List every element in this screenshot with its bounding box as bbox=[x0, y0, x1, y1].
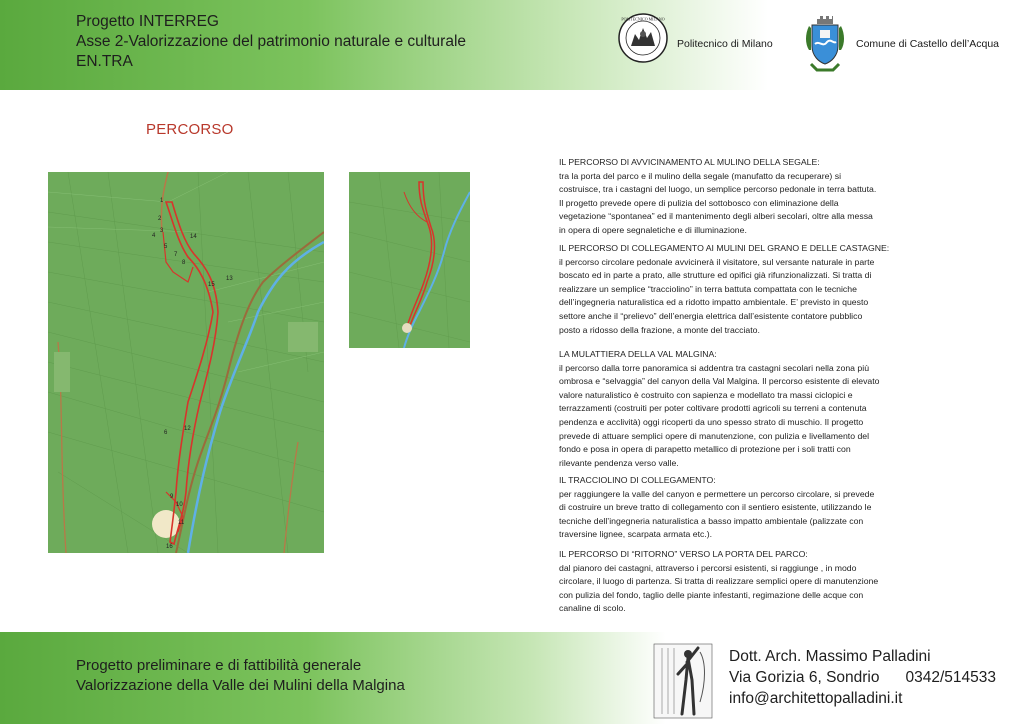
text-line: il percorso dalla torre panoramica si addentra tra castagni secolari nella zona più bbox=[559, 362, 870, 373]
map-label-2: 2 bbox=[158, 216, 162, 222]
text-line: circolare, il luogo di partenza. Si tratta di realizzare semplici opere di manutenzione bbox=[559, 576, 879, 587]
section-title: PERCORSO bbox=[146, 121, 234, 138]
map-label-10: 10 bbox=[176, 502, 183, 508]
text-line: terrazzamenti (costruiti per poter coltivare prodotti agricoli su terreni a contenuta bbox=[559, 403, 867, 414]
text-block-5-heading: IL PERCORSO DI “RITORNO” VERSO LA PORTA DEL PARCO: bbox=[559, 549, 808, 559]
main-route-map bbox=[48, 172, 324, 553]
project-title-line-1: Progetto INTERREG bbox=[76, 13, 219, 30]
map-label-1: 1 bbox=[160, 198, 164, 204]
map-label-4: 4 bbox=[152, 233, 156, 239]
modulor-figure-icon bbox=[652, 642, 714, 720]
text-line: il percorso circolare pedonale avvicinerà il visitatore, sul versante naturale in parte bbox=[559, 256, 875, 267]
text-block-2-heading: IL PERCORSO DI COLLEGAMENTO AI MULINI DEL GRANO E DELLE CASTAGNE: bbox=[559, 243, 890, 253]
text-line: fondo e posa in opera di parapetto metallico di protezione per i soli tratti con bbox=[559, 444, 851, 455]
text-line: dal pianoro dei castagni, attraverso i percorsi esistenti, si raggiunge , in modo bbox=[559, 562, 857, 573]
text-line: costruisce, tra i castagni del luogo, un semplice percorso pedonale in terra battuta. bbox=[559, 184, 877, 195]
comune-label: Comune di Castello dell’Acqua bbox=[856, 38, 999, 50]
address-row bbox=[729, 667, 996, 688]
footer-project-description bbox=[76, 656, 405, 696]
text-line: ombrosa e “selvaggia” del canyon della Val Malgina. Il percorso esistente di elevato bbox=[559, 376, 880, 387]
text-line: pendenza e acclività) oggi ricoperti da uno spesso strato di muschio. Il progetto bbox=[559, 416, 864, 427]
text-line: con pulizia del fondo, taglio delle piante infestanti, regimazione delle acque con bbox=[559, 589, 864, 600]
text-line: valore naturalistico è costruito con sapienza e modellato tra massi ciclopici e bbox=[559, 389, 853, 400]
text-line: in opera di opere segnaletiche e di illuminazione. bbox=[559, 224, 747, 235]
project-title-line-2: Asse 2-Valorizzazione del patrimonio naturale e culturale bbox=[76, 33, 467, 50]
politecnico-seal-text: POLITECNICO MILANO bbox=[621, 16, 665, 22]
text-line: di costruire un breve tratto di collegamento con il sentiero esistente, utilizzando le bbox=[559, 502, 872, 513]
text-line: posto a ridosso della frazione, a monte del tracciato. bbox=[559, 324, 760, 335]
project-title bbox=[76, 12, 466, 72]
map-label-6: 6 bbox=[164, 430, 168, 436]
map-label-5: 5 bbox=[164, 244, 168, 250]
text-line: rilevante pendenza verso valle. bbox=[559, 457, 679, 468]
text-line: traversine lignee, scarpata armata etc.). bbox=[559, 529, 713, 540]
map-label-3: 3 bbox=[160, 228, 164, 234]
detail-route-map bbox=[349, 172, 470, 348]
text-line: per raggiungere la valle del canyon e permettere un percorso circolare, si prevede bbox=[559, 488, 875, 499]
text-line: settore anche il “prelievo” dell’energia elettrica dall’esistente contatore pubblico bbox=[559, 310, 863, 321]
text-line: dell’ingegneria naturalistica ed a ridotto impatto ambientale. E’ previsto in questo bbox=[559, 297, 869, 308]
architect-email[interactable]: info@architettopalladini.it bbox=[729, 690, 903, 707]
politecnico-label: Politecnico di Milano bbox=[677, 38, 773, 50]
text-line: tra la porta del parco e il mulino della segale (manufatto da recuperare) si bbox=[559, 170, 842, 181]
map-label-13: 13 bbox=[226, 276, 233, 282]
text-block-4-heading: IL TRACCIOLINO DI COLLEGAMENTO: bbox=[559, 475, 716, 485]
map-label-15: 15 bbox=[208, 282, 215, 288]
text-line: vegetazione “spontanea” ed il mantenimento degli alberi secolari, oltre alla messa bbox=[559, 211, 873, 222]
map-label-8: 8 bbox=[182, 260, 186, 266]
map-label-12: 12 bbox=[184, 426, 191, 432]
text-line: realizzare un semplice “tracciolino” in terra battuta compattata con le tecniche bbox=[559, 283, 857, 294]
map-label-9: 9 bbox=[170, 494, 174, 500]
map-label-14: 14 bbox=[190, 234, 197, 240]
footer-line-2: Valorizzazione della Valle dei Mulini della Malgina bbox=[76, 677, 405, 694]
text-line: boscato ed in parte a prato, alle strutture ed opifici già rifunzionalizzati. Si tratta di bbox=[559, 270, 872, 281]
text-line: Il progetto prevede opere di pulizia del sottobosco con eliminazione della bbox=[559, 197, 839, 208]
footer-line-1: Progetto preliminare e di fattibilità generale bbox=[76, 657, 362, 674]
text-line: canaline di scolo. bbox=[559, 603, 626, 614]
text-line: prevede di attuare semplici opere di manutenzione, con pulizia e livellamento del bbox=[559, 430, 870, 441]
text-block-3-heading: LA MULATTIERA DELLA VAL MALGINA: bbox=[559, 349, 717, 359]
architect-contact bbox=[729, 646, 996, 709]
text-block-2 bbox=[559, 242, 939, 337]
text-block-1-heading: IL PERCORSO DI AVVICINAMENTO AL MULINO DELLA SEGALE: bbox=[559, 157, 820, 167]
text-block-4 bbox=[559, 474, 939, 542]
text-block-3 bbox=[559, 348, 939, 470]
architect-address: Via Gorizia 6, Sondrio bbox=[729, 669, 880, 686]
project-title-line-3: EN.TRA bbox=[76, 53, 133, 70]
map-label-16: 16 bbox=[166, 544, 173, 550]
text-block-5 bbox=[559, 548, 939, 616]
text-block-1 bbox=[559, 156, 939, 238]
politecnico-seal-icon bbox=[617, 12, 669, 64]
text-line: tecniche dell’ingegneria naturalistica a basso impatto ambientale (palizzate con bbox=[559, 515, 864, 526]
map-label-11: 11 bbox=[178, 520, 185, 526]
comune-coat-of-arms-icon bbox=[803, 14, 847, 74]
architect-phone: 0342/514533 bbox=[905, 669, 997, 686]
map-label-7: 7 bbox=[174, 252, 178, 258]
architect-name: Dott. Arch. Massimo Palladini bbox=[729, 648, 931, 665]
